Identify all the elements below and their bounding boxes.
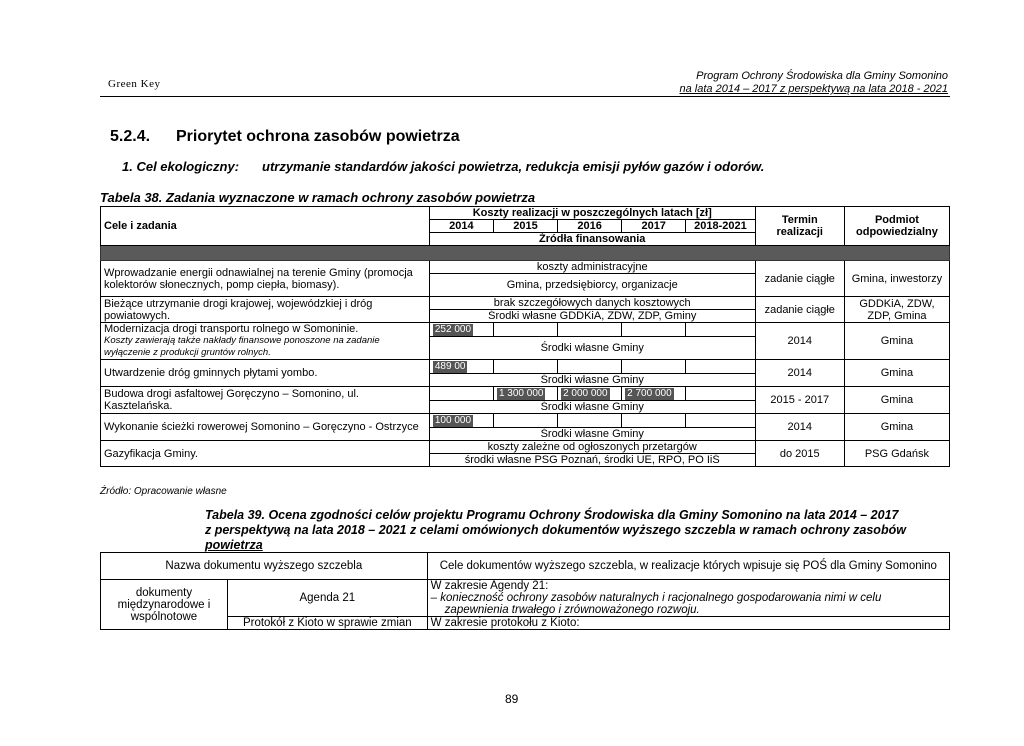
cost-empty [558,414,622,428]
doc-name-cell: Protokół z Kioto w sprawie zmian [227,617,427,630]
table38-shaded-band [101,246,950,261]
entity-cell: Gmina [844,323,949,360]
task-title: Modernizacja drogi transportu rolnego w Somoninie. [104,323,359,335]
cost-bar: 1 300 000 [498,388,544,399]
table-row [101,323,950,337]
cost-cell: koszty zależne od ogłoszonych przetargów [429,441,755,454]
cost-empty [686,360,755,374]
goal-item: – konieczność ochrony zasobów naturalnych i racjonalnego gospodarowania nimi w celu zapewnienia trwałego i zrównoważonego rozwoju. [430,592,882,616]
deadline-cell: 2015 - 2017 [755,387,844,414]
cost-2014 [429,323,493,337]
header-sources: Źródła finansowania [429,233,755,246]
cost-cell: brak szczegółowych danych kosztowych [429,297,755,310]
cost-2014 [429,360,493,374]
ecological-goal [122,159,764,174]
task-note: Koszty zawierają także nakłady finansowe ponoszone na zadanie wyłączenie z produkcji gruntów rolnych. [104,335,380,358]
deadline-cell: do 2015 [755,441,844,467]
deadline-cell: 2014 [755,360,844,387]
header-year: 2014 [429,220,493,233]
task-cell: Bieżące utrzymanie drogi krajowej, wojewódzkiej i dróg powiatowych. [101,297,430,323]
cost-bar: 252 000 [434,324,472,335]
table-row [101,387,950,401]
doc-group-cell: dokumenty międzynarodowe i wspólnotowe [101,580,228,630]
task-cell: Utwardzenie dróg gminnych płytami yombo. [101,360,430,387]
caption-line-2: z perspektywą na lata 2018 – 2021 z celami omówionych dokumentów wyższego szczebla w ramach ochrony zasobów [205,523,906,537]
source-cell: Środki własne Gminy [429,374,755,387]
deadline-cell: zadanie ciągłe [755,297,844,323]
table38-caption [100,190,535,205]
header-year: 2015 [493,220,557,233]
header-year: 2017 [622,220,686,233]
section-number: 5.2.4. [110,128,151,145]
header-line-1: Program Ochrony Środowiska dla Gminy Somonino [696,70,948,82]
table39-header-row [101,553,950,580]
table39-caption [205,508,906,553]
caption-line-1: Tabela 39. Ocena zgodności celów projektu Programu Ochrony Środowiska dla Gminy Somonino na lata 2014 – 2017 [205,508,899,522]
cost-2014 [429,414,493,428]
cost-bar: 2 700 000 [627,388,672,399]
cost-empty [622,414,686,428]
deadline-cell: 2014 [755,414,844,441]
table-row [101,414,950,428]
table38-header-row [101,207,950,220]
task-cell [101,323,430,360]
header-doc-name: Nazwa dokumentu wyższego szczebla [101,553,428,580]
cost-bar: 2 000 000 [563,388,608,399]
cost-empty [686,387,755,401]
deadline-cell: zadanie ciągłe [755,261,844,297]
header-deadline: Termin realizacji [755,207,844,246]
cost-empty [493,323,557,337]
header-tasks: Cele i zadania [101,207,430,246]
cost-empty [686,414,755,428]
entity-cell: Gmina [844,414,949,441]
goal-text: utrzymanie standardów jakości powietrza, redukcja emisji pyłów gazów i odorów. [262,159,765,174]
cost-bar: 489 00 [434,361,466,372]
table-row [101,617,950,630]
source-cell: Środki własne GDDKiA, ZDW, ZDP, Gminy [429,310,755,323]
goal-intro: W zakresie Agendy 21: [430,580,549,592]
deadline-cell: 2014 [755,323,844,360]
entity-cell: Gmina [844,387,949,414]
cost-empty [429,387,493,401]
table38-source-note: Źródło: Opracowanie własne [100,486,227,497]
header-program-title [680,70,948,96]
source-cell: środki własne PSG Poznań, środki UE, RPO, PO IiŚ [429,454,755,467]
source-cell: Środki własne Gminy [429,337,755,360]
header-line-2: na lata 2014 – 2017 z perspektywą na lata 2018 - 2021 [679,83,948,95]
header-goals: Cele dokumentów wyższego szczebla, w realizacje których wpisuje się POŚ dla Gminy Somonino [427,553,949,580]
entity-cell: GDDKiA, ZDW, ZDP, Gmina [844,297,949,323]
source-cell: Gmina, przedsiębiorcy, organizacje [429,274,755,297]
task-cell: Wprowadzanie energii odnawialnej na terenie Gminy (promocja kolektorów słonecznych, pomp ciepła, biomasy). [101,261,430,297]
table-row [101,441,950,454]
source-cell: Środki własne Gminy [429,401,755,414]
cost-empty [493,414,557,428]
table-38 [100,206,950,467]
cost-empty [558,360,622,374]
cost-empty [686,323,755,337]
section-heading [110,128,460,146]
cost-bar: 100 000 [434,415,472,426]
cost-cell: koszty administracyjne [429,261,755,274]
cost-2017 [622,387,686,401]
table-39 [100,552,950,630]
header-divider [100,96,950,97]
cost-empty [558,323,622,337]
header-year: 2018-2021 [686,220,755,233]
header-entity: Podmiot odpowiedzialny [844,207,949,246]
cost-empty [622,323,686,337]
cost-2016 [558,387,622,401]
table-row [101,297,950,310]
task-cell: Gazyfikacja Gminy. [101,441,430,467]
doc-goal-cell: W zakresie protokołu z Kioto: [427,617,949,630]
header-year: 2016 [558,220,622,233]
doc-name-cell: Agenda 21 [227,580,427,617]
caption-line-3: powietrza [205,538,263,552]
header-brand: Green Key [108,78,161,90]
table-row [101,360,950,374]
entity-cell: Gmina, inwestorzy [844,261,949,297]
header-costs: Koszty realizacji w poszczególnych latach [zł] [429,207,755,220]
entity-cell: PSG Gdańsk [844,441,949,467]
table-row [101,261,950,274]
section-title: Priorytet ochrona zasobów powietrza [176,128,460,145]
source-cell: Środki własne Gminy [429,428,755,441]
entity-cell: Gmina [844,360,949,387]
cost-empty [493,360,557,374]
table38-caption-text: Tabela 38. Zadania wyznaczone w ramach ochrony zasobów powietrza [100,190,536,205]
table-row [101,580,950,617]
goal-label: 1. Cel ekologiczny: [122,159,240,174]
cost-2015 [493,387,557,401]
task-cell: Wykonanie ścieżki rowerowej Somonino – Goręczyno - Ostrzyce [101,414,430,441]
doc-goal-cell [427,580,949,617]
task-cell: Budowa drogi asfaltowej Goręczyno – Somonino, ul. Kasztelańska. [101,387,430,414]
cost-empty [622,360,686,374]
page-number: 89 [505,692,519,706]
